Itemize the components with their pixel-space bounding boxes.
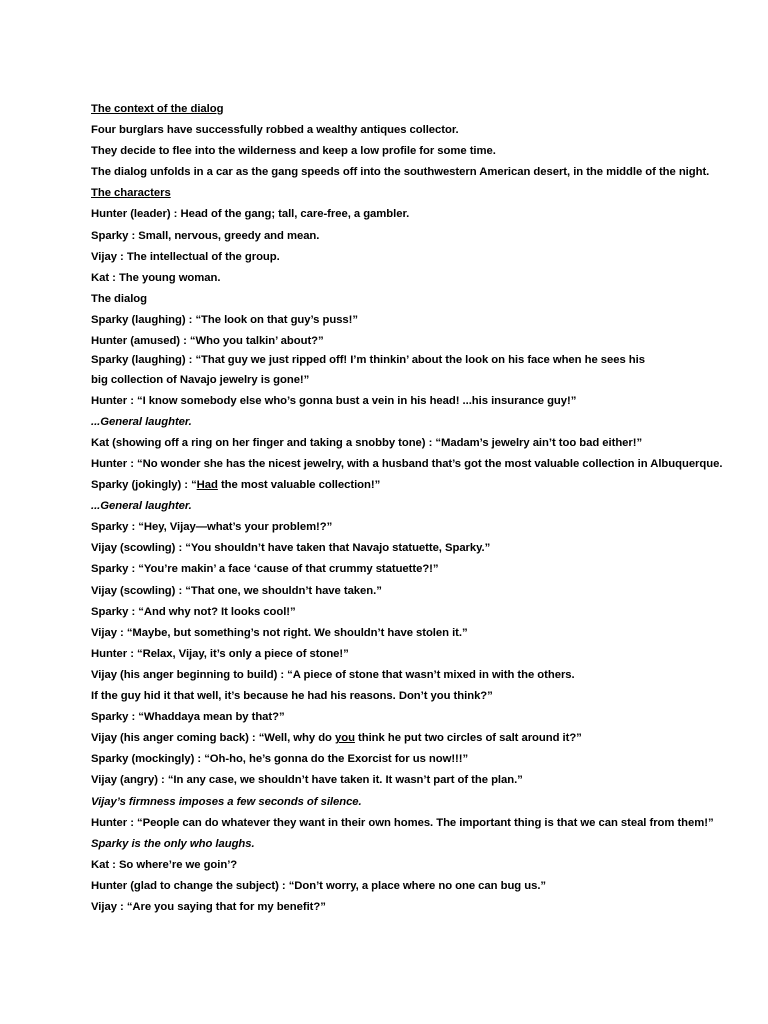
dialog-line: Sparky : “And why not? It looks cool!”	[91, 605, 296, 618]
character-kat: Kat : The young woman.	[91, 271, 221, 284]
dialog-line: Vijay : “Are you saying that for my benefit?”	[91, 900, 326, 913]
dialog-text: Vijay (his anger coming back) : “Well, why do	[91, 732, 335, 745]
underlined-word: Had	[196, 479, 218, 492]
dialog-line: If the guy hid it that well, it’s because he had his reasons. Don’t you think?”	[91, 690, 493, 703]
dialog-line: Sparky : “Whaddaya mean by that?”	[91, 711, 285, 724]
dialog-line: Hunter : “People can do whatever they want in their own homes. The important thing is that we can steal from them!”	[91, 816, 714, 829]
dialog-text: the most valuable collection!”	[217, 479, 381, 492]
dialog-line: big collection of Navajo jewelry is gone!”	[91, 373, 310, 386]
dialog-line	[91, 475, 751, 496]
character-sparky: Sparky : Small, nervous, greedy and mean.	[91, 229, 320, 242]
dialog-line: Hunter (glad to change the subject) : “Don’t worry, a place where no one can bug us.”	[91, 879, 547, 892]
dialog-line: Kat : So where’re we goin’?	[91, 858, 238, 871]
dialog-line: Sparky : “You’re makin’ a face ‘cause of that crummy statuette?!”	[91, 563, 439, 576]
dialog-line: Vijay (scowling) : “That one, we shouldn’t have taken.”	[91, 584, 382, 597]
dialog-text: Sparky (jokingly) : “	[91, 479, 197, 492]
dialog-line: Sparky (laughing) : “That guy we just ripped off! I’m thinkin’ about the look on his face when he sees his	[91, 354, 645, 367]
dialog-line: Vijay : “Maybe, but something’s not right. We shouldn’t have stolen it.”	[91, 626, 468, 639]
dialog-line: Sparky : “Hey, Vijay—what’s your problem!?”	[91, 521, 333, 534]
context-line: They decide to flee into the wilderness and keep a low profile for some time.	[91, 145, 496, 158]
dialog-line: Hunter : “No wonder she has the nicest jewelry, with a husband that’s got the most valuable collection in Albuquerque.	[91, 458, 723, 470]
context-line: The dialog unfolds in a car as the gang speeds off into the southwestern American desert, in the middle of the night.	[91, 166, 710, 179]
dialog-heading: The dialog	[91, 292, 147, 305]
dialog-line: Hunter : “I know somebody else who’s gonna bust a vein in his head! ...his insurance guy!”	[91, 394, 577, 407]
dialog-text: think he put two circles of salt around it?”	[354, 732, 582, 745]
dialog-line: Vijay (angry) : “In any case, we shouldn’t have taken it. It wasn’t part of the plan.”	[91, 774, 523, 787]
underlined-word: you	[335, 732, 355, 745]
characters-heading: The characters	[91, 187, 171, 200]
dialog-line: Kat (showing off a ring on her finger and taking a snobby tone) : “Madam’s jewelry ain’t too bad either!”	[91, 436, 643, 449]
document-page	[91, 99, 751, 918]
dialog-line	[91, 728, 751, 749]
dialog-line: Sparky (mockingly) : “Oh-ho, he’s gonna do the Exorcist for us now!!!”	[91, 753, 469, 766]
character-vijay: Vijay : The intellectual of the group.	[91, 250, 280, 263]
dialog-line: Hunter : “Relax, Vijay, it’s only a piece of stone!”	[91, 647, 349, 660]
dialog-line: Vijay (scowling) : “You shouldn’t have taken that Navajo statuette, Sparky.”	[91, 542, 491, 555]
context-line: Four burglars have successfully robbed a wealthy antiques collector.	[91, 124, 459, 137]
context-heading: The context of the dialog	[91, 103, 224, 115]
dialog-line: Hunter (amused) : “Who you talkin’ about?”	[91, 335, 324, 348]
stage-direction: ...General laughter.	[91, 500, 192, 513]
stage-direction: Sparky is the only who laughs.	[91, 837, 255, 850]
dialog-line: Vijay (his anger beginning to build) : “A piece of stone that wasn’t mixed in with the others.	[91, 668, 575, 681]
character-hunter: Hunter (leader) : Head of the gang; tall, care-free, a gambler.	[91, 208, 410, 221]
stage-direction: Vijay’s firmness imposes a few seconds of silence.	[91, 795, 362, 808]
stage-direction: ...General laughter.	[91, 415, 192, 428]
dialog-line: Sparky (laughing) : “The look on that guy’s puss!”	[91, 313, 358, 326]
